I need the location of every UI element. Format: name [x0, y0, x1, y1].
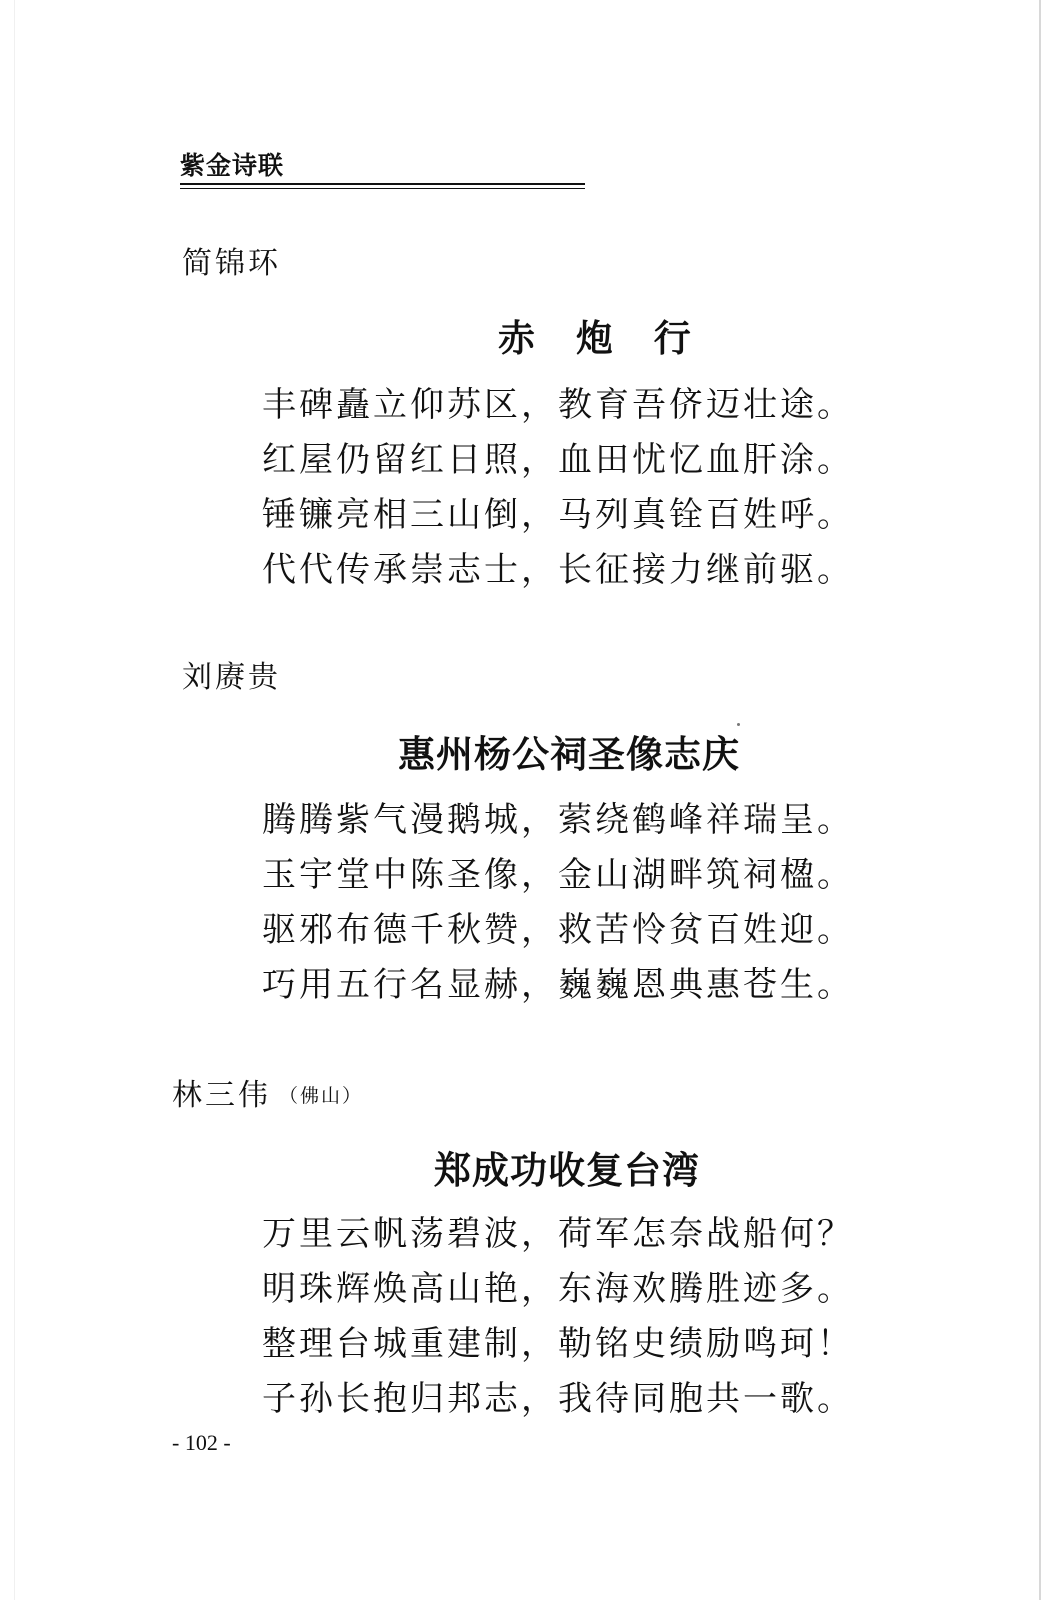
poem-body	[262, 798, 862, 1018]
author-place: （佛山）	[279, 1085, 364, 1107]
author-name	[182, 238, 281, 282]
poem-line: 巧用五行名显赫，巍巍恩典惠苍生。	[262, 965, 854, 1005]
poem-line: 丰碑矗立仰苏区，教育吾侪迈壮途。	[262, 385, 854, 425]
running-head: 紫金诗联	[180, 151, 285, 180]
poem-line: 整理台城重建制，勒铭史绩励鸣珂！	[262, 1324, 854, 1364]
poem-line: 驱邪布德千秋赞，救苦怜贫百姓迎。	[262, 910, 854, 950]
poem-body	[262, 383, 862, 603]
author-name-text: 林三伟	[172, 1078, 271, 1113]
page-edge-left	[14, 0, 15, 1600]
header-rule-thick	[180, 183, 585, 185]
poem-line: 玉宇堂中陈圣像，金山湖畔筑祠楹。	[262, 855, 854, 895]
poem-line: 代代传承崇志士，长征接力继前驱。	[262, 550, 854, 590]
author-name-text: 刘赓贵	[182, 660, 281, 695]
print-speck	[737, 723, 740, 726]
poem-line: 锤镰亮相三山倒，马列真铨百姓呼。	[262, 495, 854, 535]
poem-title: 赤 炮 行	[498, 316, 705, 360]
author-name	[172, 1070, 363, 1114]
poem-body	[262, 1212, 862, 1432]
page-number: - 102 -	[172, 1430, 231, 1455]
author-name-text: 简锦环	[182, 246, 281, 281]
header-rule-thin	[180, 188, 585, 189]
poem-title: 惠州杨公祠圣像志庆	[398, 732, 740, 776]
poem-line: 腾腾紫气漫鹅城，萦绕鹤峰祥瑞呈。	[262, 800, 854, 840]
poem-line: 子孙长抱归邦志，我待同胞共一歌。	[262, 1379, 854, 1419]
poem-title: 郑成功收复台湾	[434, 1148, 700, 1192]
author-name	[182, 652, 281, 696]
poem-line: 明珠辉焕高山艳，东海欢腾胜迹多。	[262, 1269, 854, 1309]
poem-line: 万里云帆荡碧波，荷军怎奈战船何？	[262, 1214, 854, 1254]
page-edge-right	[1039, 0, 1041, 1600]
poem-line: 红屋仍留红日照，血田忧忆血肝涂。	[262, 440, 854, 480]
